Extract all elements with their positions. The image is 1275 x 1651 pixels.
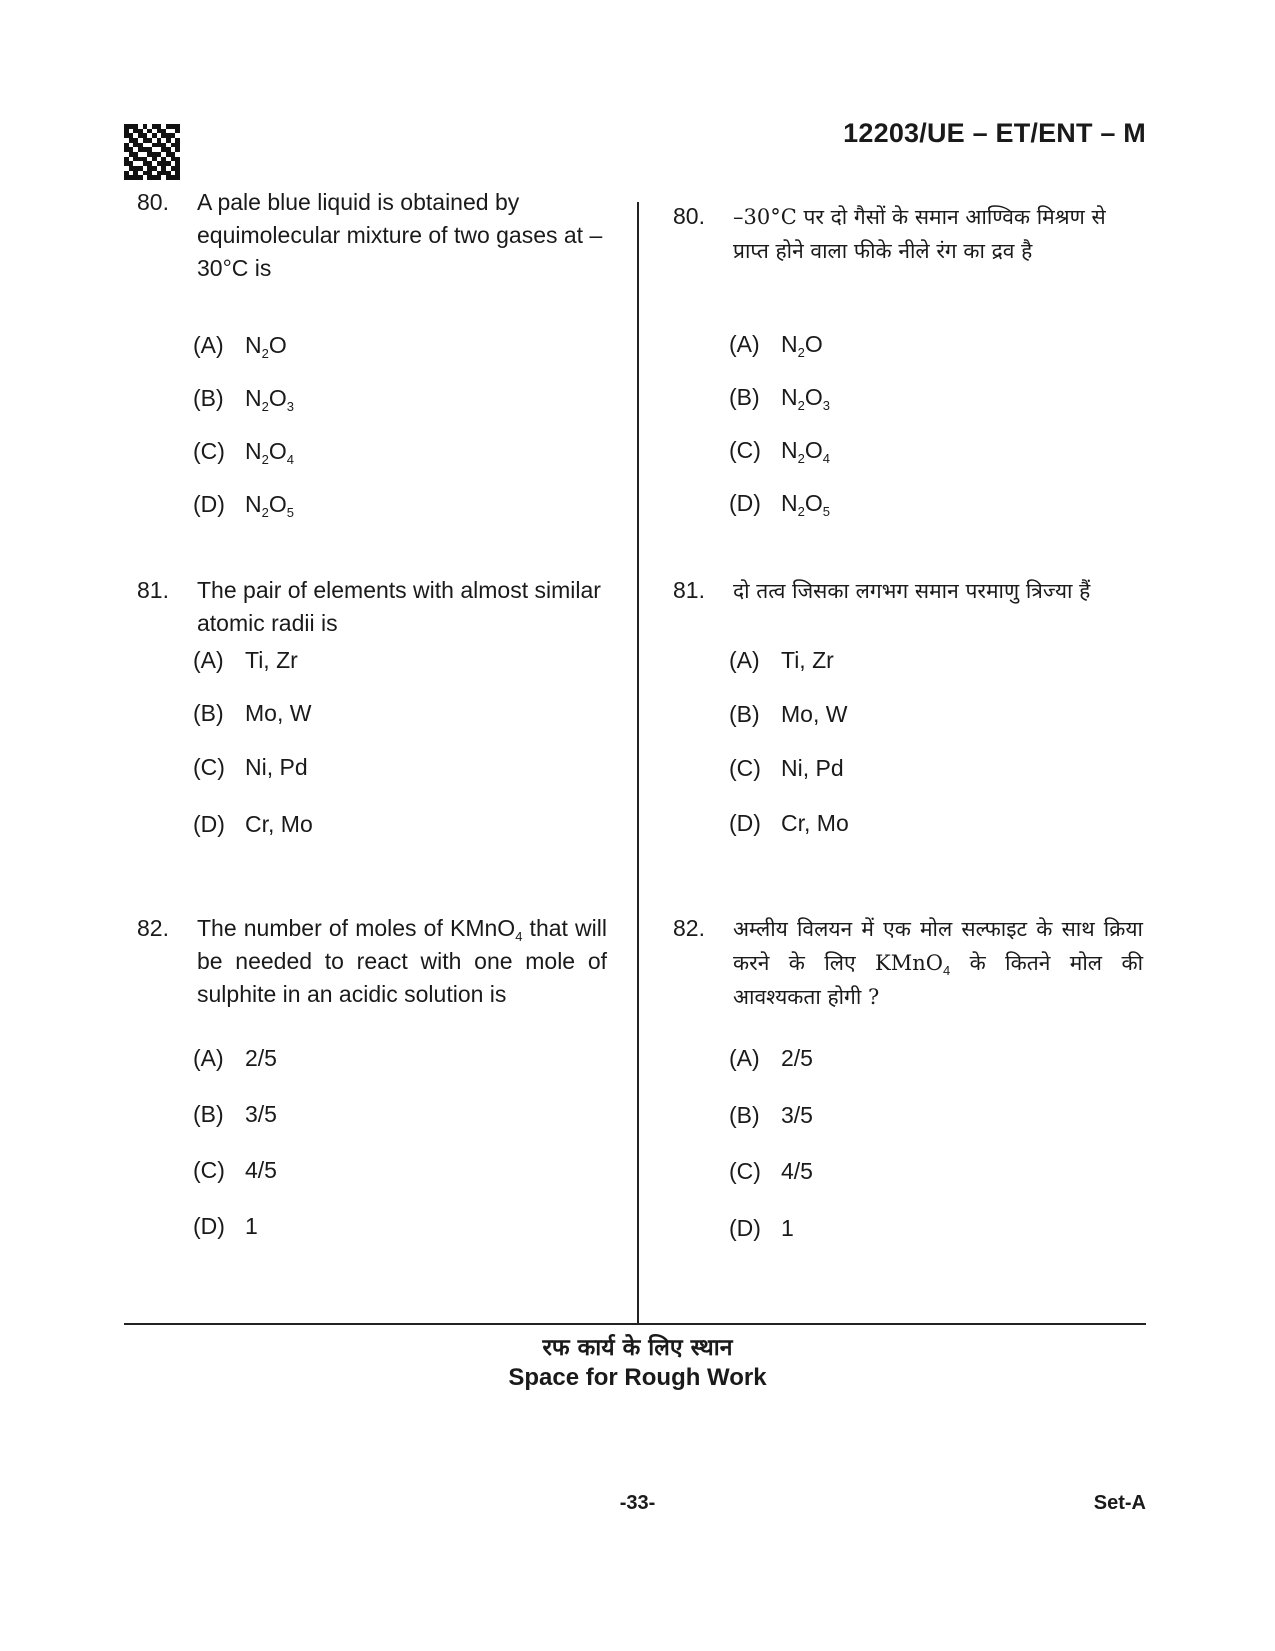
rough-work-heading-english: Space for Rough Work (508, 1364, 767, 1391)
option-b: (B) Mo, W (193, 700, 312, 726)
question-number: 81. (673, 577, 705, 603)
option-c: (C) 4/5 (193, 1157, 277, 1183)
question-number: 80. (137, 189, 169, 215)
option-c: (C) $N_2O_4$ (729, 437, 830, 466)
option-a: (A) $N_2O$ (193, 332, 287, 361)
page-number: -33- (619, 1492, 656, 1514)
option-b: (B) 3/5 (729, 1102, 813, 1128)
option-b: (B) Mo, W (729, 701, 848, 727)
option-c: (C) 4/5 (729, 1158, 813, 1184)
option-d: (D) $N_2O_5$ (729, 490, 830, 519)
set-label: Set-A (1093, 1492, 1146, 1514)
question-number: 82. (137, 915, 169, 941)
question-number: 81. (137, 577, 169, 603)
option-a: (A) $N_2O$ (729, 331, 823, 360)
question-stem: अम्लीय विलयन में एक मोल सल्फाइट के साथ क्रिया करने के लिए KMnO$_4$ के कितने मोल की आवश्यकता होगी ? (733, 917, 1144, 1009)
question-stem: दो तत्व जिसका लगभग समान परमाणु त्रिज्या हैं (733, 579, 1091, 603)
option-d: (D) $N_2O_5$ (193, 491, 294, 520)
option-d: (D) 1 (193, 1213, 258, 1239)
rough-work-heading-hindi: रफ कार्य के लिए स्थान (542, 1334, 733, 1361)
option-d: (D) 1 (729, 1215, 794, 1241)
option-b: (B) $N_2O_3$ (193, 385, 294, 414)
footer-divider (124, 1323, 1146, 1325)
question-stem: The number of moles of KMnO$_4$ that will be needed to react with one mole of sulphite in an acidic solution is (197, 915, 607, 1007)
option-a: (A) Ti, Zr (193, 647, 298, 673)
question-stem: –30°C पर दो गैसों के समान आण्विक मिश्रण से प्राप्त होने वाला फीके नीले रंग का द्रव है (733, 205, 1106, 263)
qr-code (124, 124, 180, 180)
option-a: (A) Ti, Zr (729, 647, 834, 673)
question-number: 82. (673, 915, 705, 941)
option-d: (D) Cr, Mo (193, 811, 313, 837)
option-c: (C) $N_2O_4$ (193, 438, 294, 467)
option-c: (C) Ni, Pd (729, 755, 844, 781)
option-a: (A) 2/5 (193, 1045, 277, 1071)
option-b: (B) 3/5 (193, 1101, 277, 1127)
option-a: (A) 2/5 (729, 1045, 813, 1071)
question-number: 80. (673, 203, 705, 229)
question-stem: The pair of elements with almost similar atomic radii is (197, 577, 601, 636)
question-stem: A pale blue liquid is obtained by equimolecular mixture of two gases at –30°C is (197, 189, 603, 281)
option-b: (B) $N_2O_3$ (729, 384, 830, 413)
column-divider (637, 202, 639, 1324)
option-c: (C) Ni, Pd (193, 754, 308, 780)
paper-code: 12203/UE – ET/ENT – M (843, 118, 1146, 148)
option-d: (D) Cr, Mo (729, 810, 849, 836)
